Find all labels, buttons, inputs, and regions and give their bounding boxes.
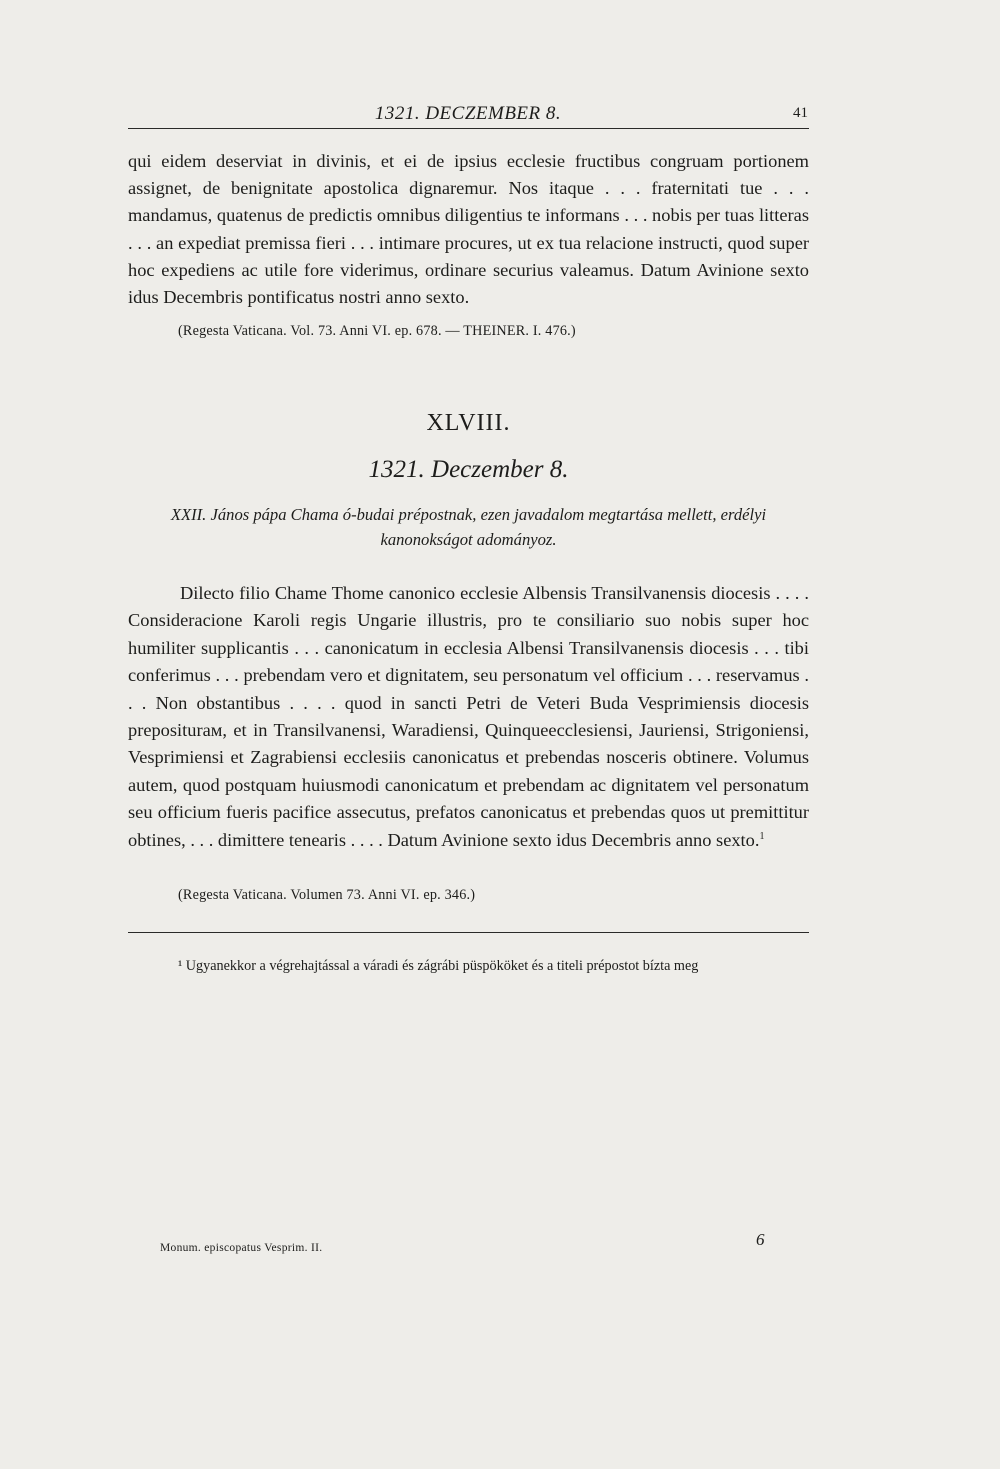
running-head bbox=[128, 103, 808, 127]
footnote: ¹ Ugyanekkor a végrehajtással a váradi és zágrábi püspököket és a titeli prépostot bízta meg bbox=[178, 958, 699, 974]
document-summary: XXII. János pápa Chama ó-budai prépostnak, ezen javadalom megtartása mellett, erdélyi kanonokságot adományoz. bbox=[170, 505, 767, 549]
previous-document-text: qui eidem deserviat in divinis, et ei de ipsius ecclesie fructibus congruam portionem assignet, de benignitate apostolica dignaremur. Nos itaque . . . fraternitati tue . . . mandamus, quatenus de predictis omnibus diligentius te informans . . . nobis per tuas litteras . . . an expediat premissa fieri . . . intimare procures, ut ex tua relacione instructi, quod super hoc expediens ac utile fore viderimus, ordinare securius valeamus. Datum Avinione sexto idus Decembris pontificatus nostri anno sexto. bbox=[128, 151, 809, 308]
running-head-title: 1321. DECZEMBER 8. bbox=[374, 103, 562, 124]
document-date: 1321. Deczember 8. bbox=[368, 456, 569, 483]
document-text bbox=[128, 580, 809, 854]
footnote-rule bbox=[128, 932, 809, 933]
previous-document-citation: (Regesta Vaticana. Vol. 73. Anni VI. ep. 678. — THEINER. I. 476.) bbox=[178, 323, 576, 339]
document-number: XLVIII. bbox=[426, 410, 511, 436]
sheet-signature: 6 bbox=[756, 1230, 765, 1249]
document-text-body: Dilecto filio Chame Thome canonico ecclesie Albensis Transilvanensis diocesis . . . . Consideracione Karoli regis Ungarie illustris, pro te consiliario suo nobis super hoc humiliter supplicantis . . . canonicatum in ecclesia Albensi Transilvanensis diocesis . . . tibi conferimus . . . prebendam vero et dignitatem, seu personatum vel officium . . . reservamus . . . Non obstantibus . . . . quod in sancti Petri de Veteri Buda Vesprimiensis diocesis prepositurам, et in Transilvanensi, Waradiensi, Quinqueecclesiensi, Jauriensi, Strigoniensi, Vesprimiensi et Zagrabiensi ecclesiis canonicatus et prebendas nosceris obtinere. Volumus autem, quod postquam huiusmodi canonicatum et prebendam ac dignitatem vel personatum seu officium fueris pacifice assecutus, prefatos canonicatus et prebendas quos ut premittitur obtines, . . . dimittere tenearis . . . . Datum Avinione sexto idus Decembris anno sexto. bbox=[128, 583, 809, 850]
page-number: 41 bbox=[793, 105, 808, 121]
imprint-line: Monum. episcopatus Vesprim. II. bbox=[160, 1242, 323, 1254]
footnote-marker: 1 bbox=[759, 830, 765, 842]
header-rule bbox=[128, 128, 809, 129]
document-citation: (Regesta Vaticana. Volumen 73. Anni VI. ep. 346.) bbox=[178, 887, 476, 903]
